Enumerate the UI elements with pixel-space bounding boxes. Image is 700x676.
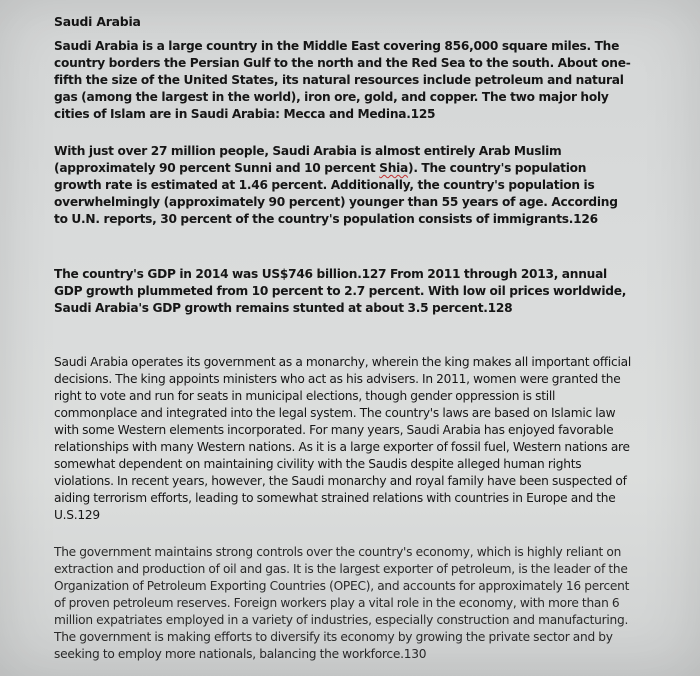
- paragraph-economy-gdp: The country's GDP in 2014 was US$746 billion.127 From 2011 through 2013, annual GDP growth plummeted from 10 percent to 2.7 percent. With low oil prices worldwide, Saudi Arabia's GDP growth remains stunted at about 3.5 percent.128: [54, 267, 627, 315]
- paragraph-geography: Saudi Arabia is a large country in the Middle East covering 856,000 square miles. The country borders the Persian Gulf to the north and the Red Sea to the south. About one-fifth the size of the United States, its natural resources include petroleum and natural gas (among the largest in the world), iron ore, gold, and copper. The two major holy cities of Islam are in Saudi Arabia: Mecca and Medina.125: [54, 39, 631, 121]
- paragraph-economy-controls: The government maintains strong controls over the country's economy, which is highly reliant on extraction and production of oil and gas. It is the largest exporter of petroleum, is the leader of the Organization of Petroleum Exporting Countries (OPEC), and accounts for approximately 16 percent of proven petroleum reserves. Foreign workers play a vital role in the economy, with more than 6 million expatriates employed in a variety of industries, especially construction and manufacturing. The government is making efforts to diversify its economy by growing the private sector and by seeking to employ more nationals, balancing the workforce.130: [54, 545, 630, 661]
- document-title: Saudi Arabia: [54, 14, 141, 29]
- paragraph-population: [54, 143, 634, 228]
- document-body: [54, 14, 634, 661]
- spellcheck-flagged-word: Shia: [379, 161, 409, 175]
- paragraph-population-text-before: With just over 27 million people, Saudi Arabia is almost entirely Arab Muslim (approximately 90 percent Sunni and 10 percent: [54, 144, 562, 175]
- paragraph-population-text-after: ). The country's population growth rate is estimated at 1.46 percent. Additionally, the country's population is overwhelmingly (approximately 90 percent) younger than 55 years of age. According to U.N. reports, 30 percent of the country's population consists of immigrants.126: [54, 161, 618, 226]
- paragraph-government: Saudi Arabia operates its government as a monarchy, wherein the king makes all important official decisions. The king appoints ministers who act as his advisers. In 2011, women were granted the right to vote and run for seats in municipal elections, though gender oppression is still commonplace and integrated into the legal system. The country's laws are based on Islamic law with some Western elements incorporated. For many years, Saudi Arabia has enjoyed favorable relationships with many Western nations. As it is a large exporter of fossil fuel, Western nations are somewhat dependent on maintaining civility with the Saudis despite alleged human rights violations. In recent years, however, the Saudi monarchy and royal family have been suspected of aiding terrorism efforts, leading to somewhat strained relations with countries in Europe and the U.S.129: [54, 355, 631, 522]
